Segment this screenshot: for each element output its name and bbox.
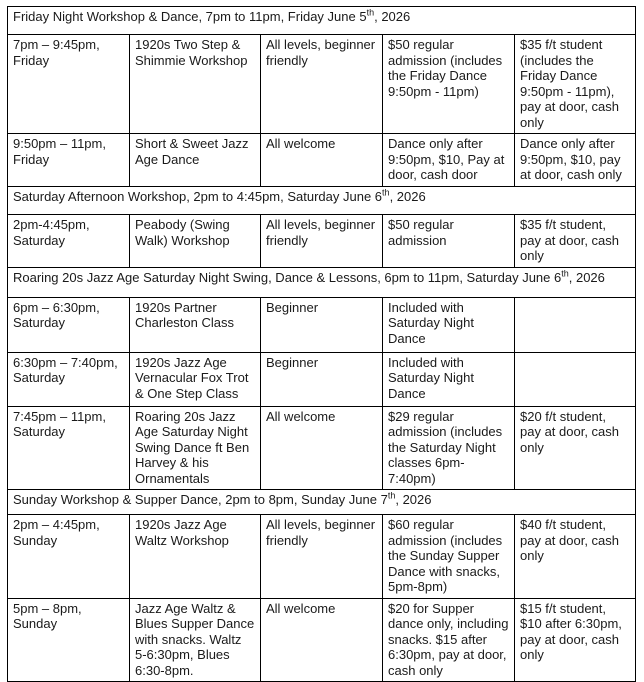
table-row (8, 515, 636, 599)
student-price-cell (515, 297, 636, 352)
table-row (8, 215, 636, 268)
table-row (8, 406, 636, 490)
time-cell: 7:45pm – 11pm, Saturday (8, 406, 130, 490)
table-row (8, 134, 636, 187)
regular-price-cell: $50 regular admission (includes the Friday Dance 9:50pm - 11pm) (383, 35, 515, 134)
section-header-text: , 2026 (568, 269, 605, 285)
student-price-cell: Dance only after 9:50pm, $10, pay at door, cash only (515, 134, 636, 187)
time-cell: 7pm – 9:45pm, Friday (8, 35, 130, 134)
student-price-cell: $35 f/t student (includes the Friday Dance 9:50pm - 11pm), pay at door, cash only (515, 35, 636, 134)
section-header-row (8, 7, 636, 35)
ordinal-superscript: th (382, 187, 390, 198)
event-cell: Jazz Age Waltz & Blues Supper Dance with snacks. Waltz 5-6:30pm, Blues 6:30-8pm. (130, 598, 261, 682)
time-cell: 6pm – 6:30pm, Saturday (8, 297, 130, 352)
level-cell: All welcome (261, 134, 383, 187)
time-cell: 2pm – 4:45pm, Sunday (8, 515, 130, 599)
event-cell: 1920s Jazz Age Vernacular Fox Trot & One Step Class (130, 352, 261, 406)
section-header-saturday-afternoon (8, 187, 636, 215)
time-cell: 5pm – 8pm, Sunday (8, 598, 130, 682)
section-header-friday-night (8, 7, 636, 35)
student-price-cell: $15 f/t student, $10 after 6:30pm, pay at door, cash only (515, 598, 636, 682)
regular-price-cell: $29 regular admission (includes the Saturday Night classes 6pm-7:40pm) (383, 406, 515, 490)
table-row (8, 352, 636, 406)
level-cell: Beginner (261, 352, 383, 406)
regular-price-cell: $60 regular admission (includes the Sunday Supper Dance with snacks, 5pm-8pm) (383, 515, 515, 599)
table-row (8, 297, 636, 352)
student-price-cell: $20 f/t student, pay at door, cash only (515, 406, 636, 490)
time-cell: 2pm-4:45pm, Saturday (8, 215, 130, 268)
table-row (8, 598, 636, 682)
section-header-row (8, 267, 636, 297)
event-cell: 1920s Jazz Age Waltz Workshop (130, 515, 261, 599)
event-cell: 1920s Partner Charleston Class (130, 297, 261, 352)
section-header-text: , 2026 (395, 492, 432, 507)
ordinal-superscript: th (387, 490, 396, 501)
regular-price-cell: $50 regular admission (383, 215, 515, 268)
level-cell: All welcome (261, 598, 383, 682)
student-price-cell (515, 352, 636, 406)
regular-price-cell: Dance only after 9:50pm, $10, Pay at door, cash door (383, 134, 515, 187)
event-cell: Roaring 20s Jazz Age Saturday Night Swing Dance ft Ben Harvey & his Ornamentals (130, 406, 261, 490)
section-header-text: , 2026 (389, 189, 426, 204)
section-header-sunday (8, 490, 636, 515)
level-cell: All welcome (261, 406, 383, 490)
student-price-cell: $35 f/t student, pay at door, cash only (515, 215, 636, 268)
level-cell: All levels, beginner friendly (261, 215, 383, 268)
section-header-text: , 2026 (374, 9, 411, 24)
section-header-saturday-night (8, 267, 636, 297)
time-cell: 6:30pm – 7:40pm, Saturday (8, 352, 130, 406)
regular-price-cell: $20 for Supper dance only, including snacks. $15 after 6:30pm, pay at door, cash only (383, 598, 515, 682)
section-header-text: Saturday Afternoon Workshop, 2pm to 4:45pm, Saturday June 6 (13, 189, 383, 204)
level-cell: Beginner (261, 297, 383, 352)
workshop-schedule-table (7, 6, 636, 682)
event-cell: Short & Sweet Jazz Age Dance (130, 134, 261, 187)
level-cell: All levels, beginner friendly (261, 35, 383, 134)
event-cell: 1920s Two Step & Shimmie Workshop (130, 35, 261, 134)
regular-price-cell: Included with Saturday Night Dance (383, 297, 515, 352)
section-header-text: Sunday Workshop & Supper Dance, 2pm to 8pm, Sunday June 7 (13, 492, 388, 507)
table-row (8, 35, 636, 134)
section-header-row (8, 187, 636, 215)
section-header-row (8, 490, 636, 515)
ordinal-superscript: th (366, 7, 375, 18)
section-header-text: Roaring 20s Jazz Age Saturday Night Swing, Dance & Lessons, 6pm to 11pm, Saturday June 6 (13, 269, 562, 285)
level-cell: All levels, beginner friendly (261, 515, 383, 599)
student-price-cell: $40 f/t student, pay at door, cash only (515, 515, 636, 599)
time-cell: 9:50pm – 11pm, Friday (8, 134, 130, 187)
schedule-table-container (7, 6, 636, 682)
ordinal-superscript: th (561, 268, 569, 279)
event-cell: Peabody (Swing Walk) Workshop (130, 215, 261, 268)
regular-price-cell: Included with Saturday Night Dance (383, 352, 515, 406)
section-header-text: Friday Night Workshop & Dance, 7pm to 11pm, Friday June 5 (13, 9, 367, 24)
